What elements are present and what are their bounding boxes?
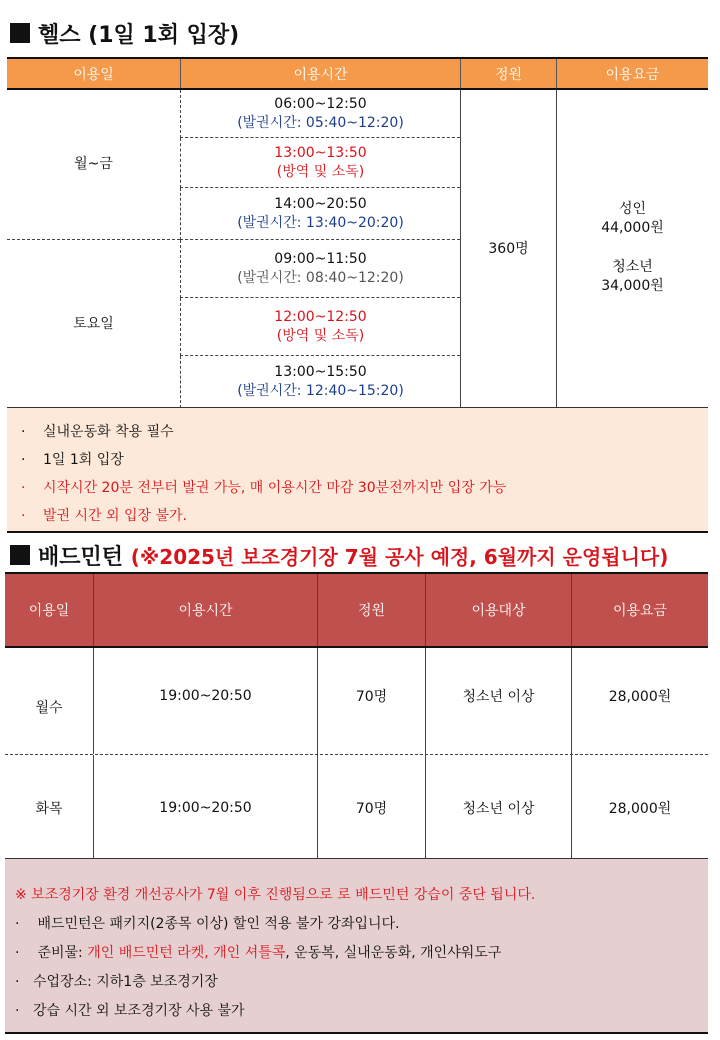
- header-day: 이용일: [28, 603, 70, 619]
- header-capacity: 정원: [460, 59, 556, 88]
- badminton-schedule-table: [5, 572, 708, 862]
- row-fee: 28,000원: [571, 648, 708, 754]
- row-capacity: 70명: [317, 648, 425, 754]
- badminton-notes: [5, 858, 708, 1034]
- health-table-header: [7, 59, 708, 90]
- note-item-warning: · 발권 시간 외 입장 불가.: [21, 508, 187, 524]
- header-time: 이용시간: [180, 59, 460, 88]
- health-table-body: [7, 90, 708, 408]
- square-bullet-icon: [10, 545, 30, 565]
- note-item: · 1일 1회 입장: [21, 452, 124, 468]
- table-row: [5, 755, 708, 862]
- time-slot-disinfection: 12:00~12:50 (방역 및 소독): [180, 298, 460, 356]
- note-item-warning: · 시작시간 20분 전부터 발권 가능, 매 이용시간 마감 30분전까지만 입장 가능: [21, 480, 507, 496]
- note-item: · 실내운동화 착용 필수: [21, 424, 174, 440]
- health-capacity: 360명: [460, 90, 556, 408]
- badminton-notice-title: (※2025년 보조경기장 7월 공사 예정, 6월까지 운영됩니다): [130, 545, 669, 569]
- fee-adult-price: 44,000원: [601, 220, 664, 236]
- table-row: [5, 648, 708, 755]
- header-capacity: 정원: [317, 574, 425, 646]
- row-target: 청소년 이상: [425, 648, 571, 754]
- fee-adult-label: 성인: [618, 201, 647, 217]
- health-fee: [556, 90, 708, 408]
- health-section-title: 헬스 (1일 1회 입장): [10, 18, 239, 49]
- note-item-equipment: · 준비물: 개인 배드민턴 라켓, 개인 셔틀콕, 운동복, 실내운동화, 개인샤워도구: [15, 945, 502, 961]
- row-capacity: 70명: [317, 755, 425, 861]
- note-item: · 강습 시간 외 보조경기장 사용 불가: [15, 1003, 245, 1019]
- health-schedule-table: [7, 57, 708, 408]
- time-slot: 13:00~15:50 (발권시간: 12:40~15:20): [180, 356, 460, 408]
- day-saturday: 토요일: [73, 315, 114, 332]
- health-notes: [7, 407, 708, 533]
- header-fee: 이용요금: [571, 574, 708, 646]
- row-day: 월수: [35, 700, 63, 716]
- note-item: · 수업장소: 지하1층 보조경기장: [15, 974, 218, 990]
- row-fee: 28,000원: [571, 755, 708, 861]
- time-slot: 09:00~11:50 (발권시간: 08:40~12:20): [180, 240, 460, 298]
- time-slot-disinfection: 13:00~13:50 (방역 및 소독): [180, 138, 460, 188]
- badminton-table-header: [5, 574, 708, 648]
- header-target: 이용대상: [425, 574, 571, 646]
- row-target: 청소년 이상: [425, 755, 571, 861]
- header-fee: 이용요금: [556, 59, 708, 88]
- fee-youth-price: 34,000원: [601, 278, 664, 294]
- row-day: 화목: [35, 801, 63, 817]
- row-time: 19:00~20:50: [93, 648, 317, 754]
- row-time: 19:00~20:50: [93, 755, 317, 861]
- header-day: 이용일: [73, 66, 114, 83]
- square-bullet-icon: [10, 23, 30, 43]
- time-slot: 14:00~20:50 (발권시간: 13:40~20:20): [180, 188, 460, 240]
- day-weekday: 월~금: [7, 90, 180, 240]
- fee-youth-label: 청소년: [612, 259, 653, 275]
- note-item: · 배드민턴은 패키지(2종목 이상) 할인 적용 불가 강좌입니다.: [15, 916, 400, 932]
- header-time: 이용시간: [93, 574, 317, 646]
- time-slot: 06:00~12:50 (발권시간: 05:40~12:20): [180, 90, 460, 138]
- badminton-section-title: 배드민턴 (※2025년 보조경기장 7월 공사 예정, 6월까지 운영됩니다): [10, 540, 668, 571]
- note-item-warning: ※ 보조경기장 환경 개선공사가 7월 이후 진행됨으로 로 배드민턴 강습이 중단 됩니다.: [15, 887, 536, 903]
